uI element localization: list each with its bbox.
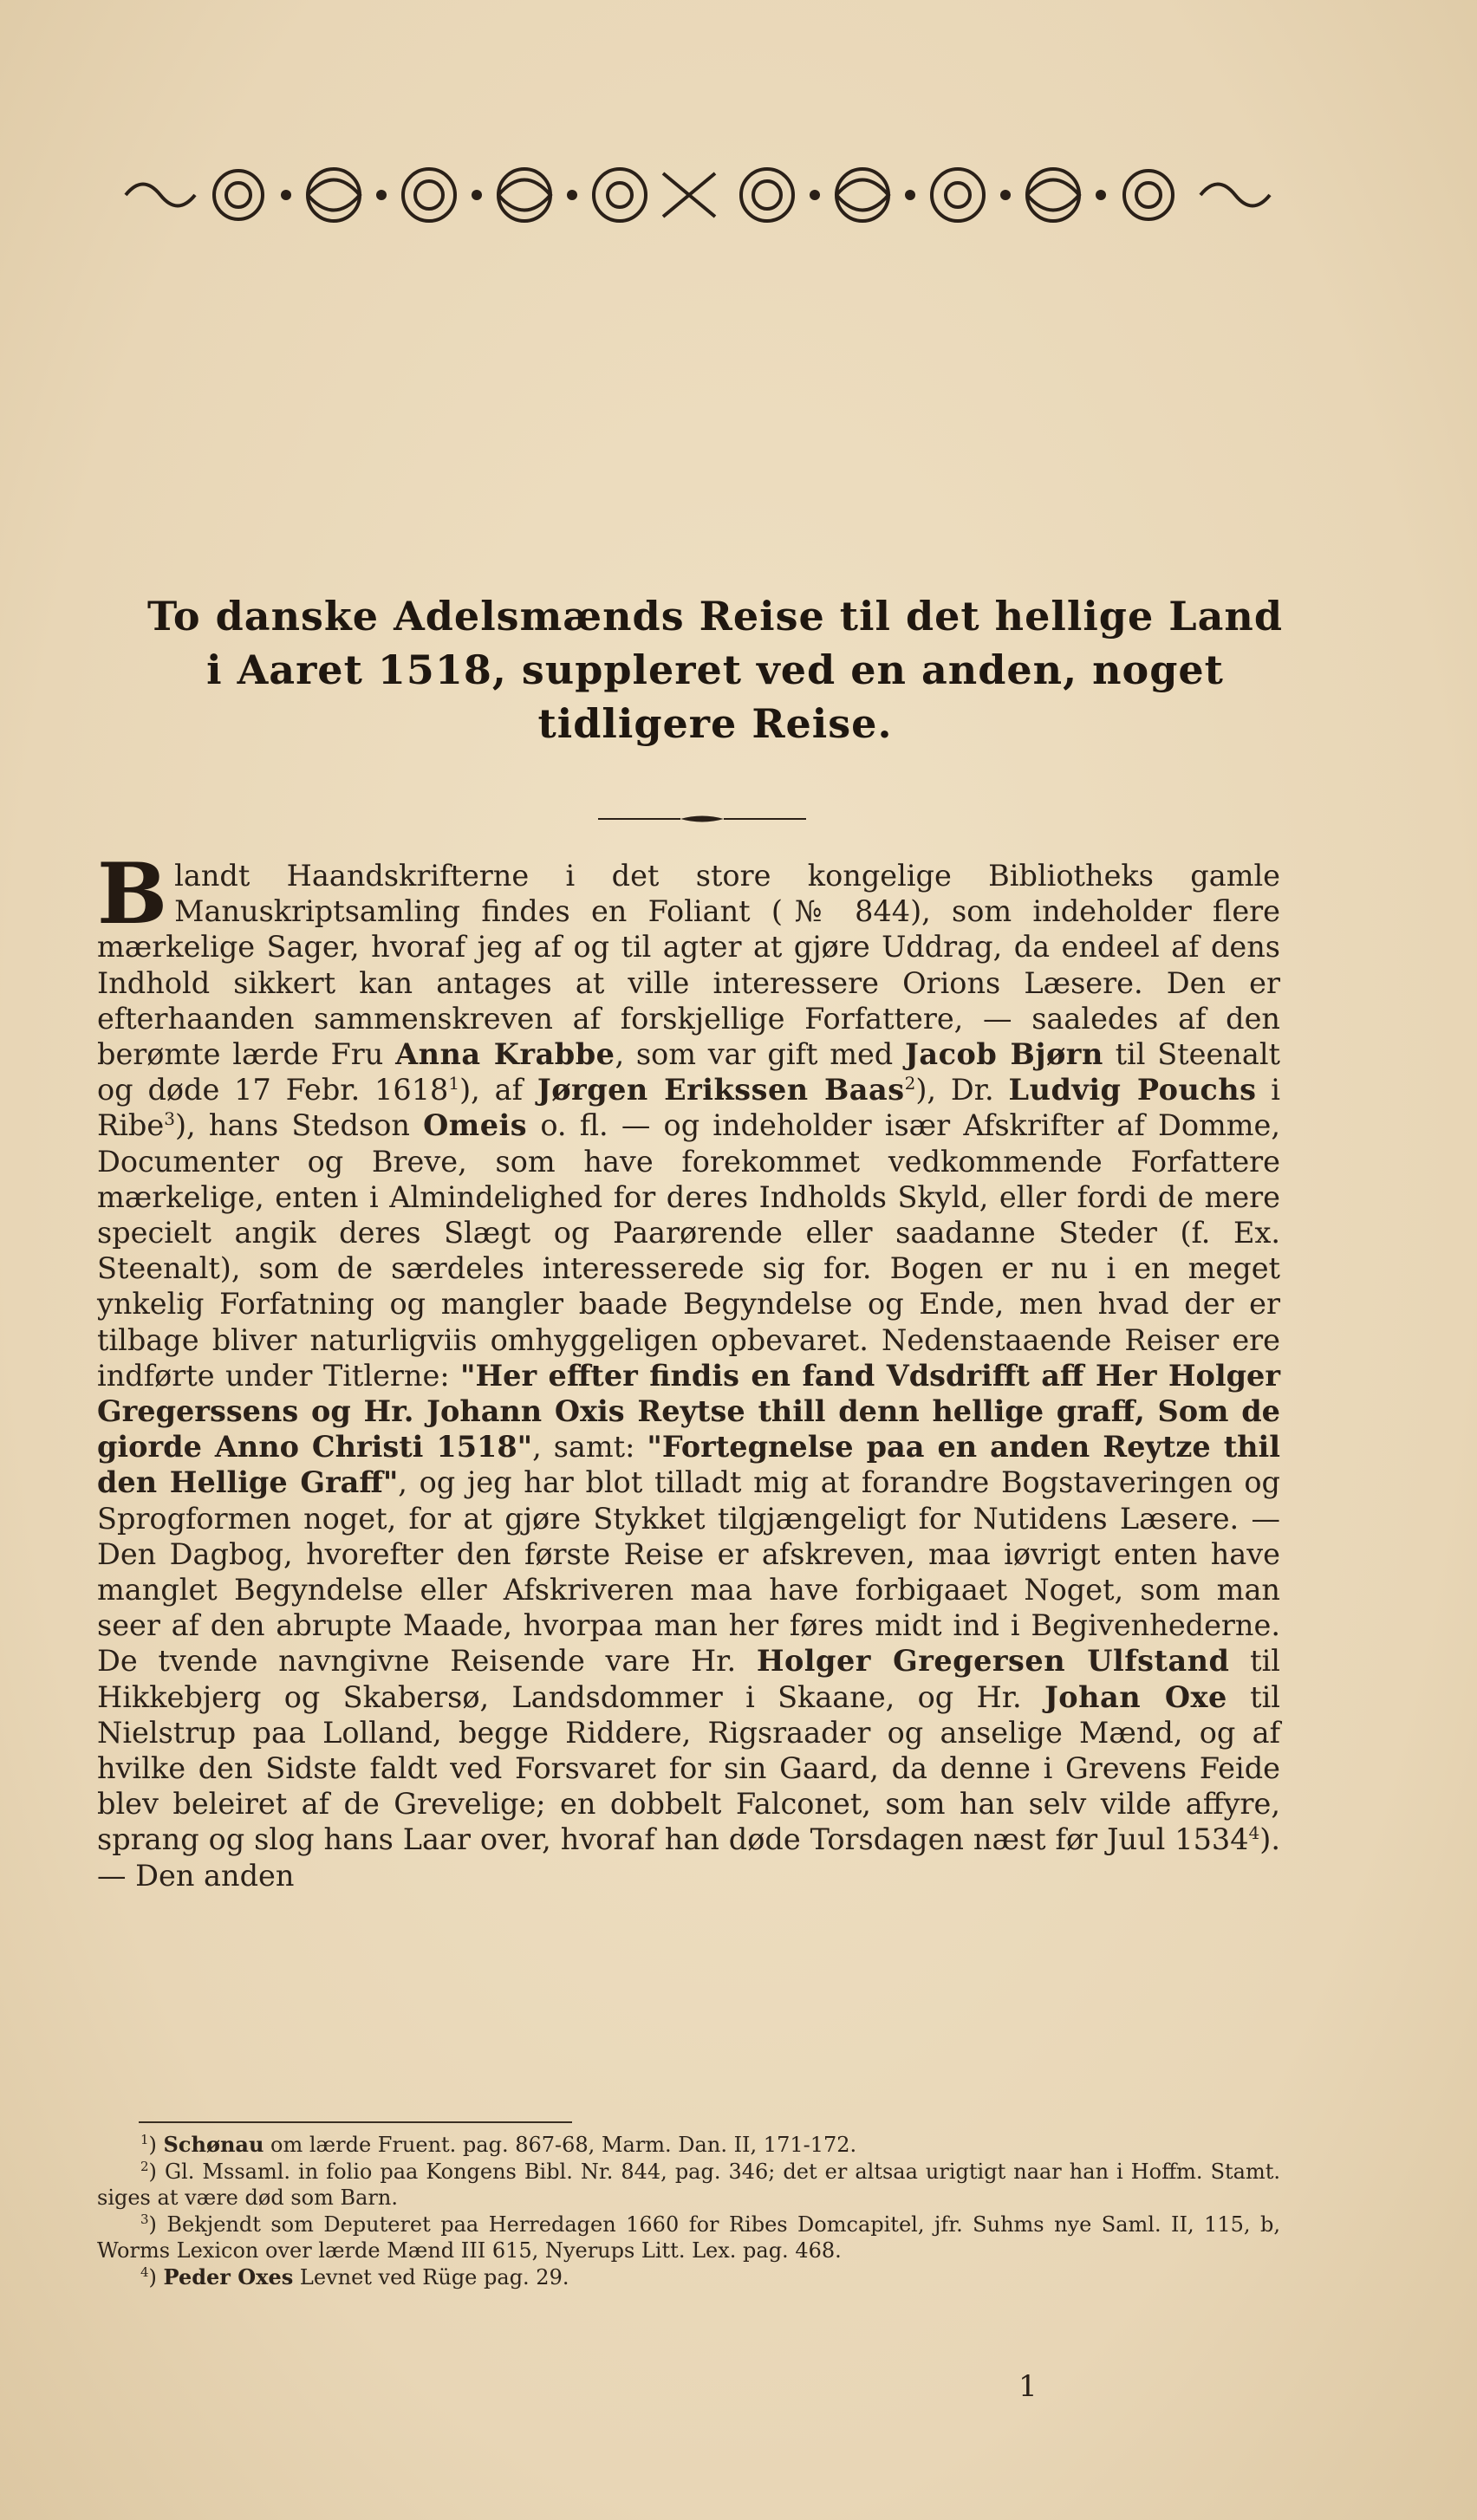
quoted-title: "Her effter findis en fand Vdsdrifft aff Her Holger Gregerssens og Hr. Johann Oxis Reytse thill denn hellige graff, Som de giorde Anno Christi 1518" <box>97 1358 1280 1465</box>
page-number: 1 <box>1018 2369 1038 2404</box>
footnote-rule <box>139 2121 572 2123</box>
footnote-ref: 4 <box>1248 1822 1260 1844</box>
footnotes <box>97 2132 1280 2290</box>
quoted-title: "Fortegnelse paa en anden Reytze thil den Hellige Graff" <box>97 1430 1280 1500</box>
footnote: $^1$) Schønau om lærde Fruent. pag. 867-68, Marm. Dan. II, 171-172. <box>140 2132 857 2157</box>
footnote-ref: 2 <box>904 1073 916 1094</box>
person-name: Jacob Bjørn <box>905 1037 1103 1072</box>
person-name: Holger Gregersen Ulfstand <box>756 1644 1230 1679</box>
person-name: Jørgen Erikssen Baas <box>537 1073 905 1107</box>
person-name: Omeis <box>423 1108 528 1143</box>
footnote-ref: 3 <box>164 1108 175 1130</box>
footnote: $^3$) Bekjendt som Deputeret paa Herredagen 1660 for Ribes Domcapitel, jfr. Suhms nye Saml. II, 115, b, Worms Lexicon over lærde Mænd III 615, Nyerups Litt. Lex. pag. 468. <box>97 2211 1280 2263</box>
person-name: Ludvig Pouchs <box>1008 1073 1257 1107</box>
title-line-3: tidligere Reise. <box>537 700 893 747</box>
title-divider <box>598 815 806 823</box>
decorative-header-band <box>108 156 1300 234</box>
person-name: Anna Krabbe <box>395 1037 615 1072</box>
person-name: Johan Oxe <box>1044 1679 1227 1714</box>
title-line-1: To danske Adelsmænds Reise til det hellige Land <box>146 593 1284 640</box>
body-text: Blandt Haandskrifterne i det store kongelige Bibliotheks gamle Manuskriptsamling findes en Foliant (№ 844), som indeholder flere mærkelige Sager, hvoraf jeg af og til agter at gjøre Uddrag, da endeel af dens Indhold sikkert kan antages at ville interessere Orions Læsere. Den er efterhaanden sammenskreven af forskjellige Forfattere, — saaledes af den berømte lærde Fru Anna Krabbe, som var gift med Jacob Bjørn til Steenalt og døde 17 Febr. 1618$^1$), af Jørgen Erikssen Baas$^2$), Dr. Ludvig Pouchs i Ribe$^3$), hans Stedson Omeis o. fl. — og indeholder især Afskrifter af Domme, Documenter og Breve, som have forekommet vedkommende Forfattere mærkelige, enten i Almindelighed for deres Indholds Skyld, eller fordi de mere specielt angik deres Slægt og Paarørende eller saadanne Steder (f. Ex. Steenalt), som de særdeles interesserede sig for. Bogen er nu i en meget ynkelig Forfatning og mangler baade Begyndelse og Ende, men hvad der er tilbage bliver naturligviis omhyggeligen opbevaret. Nedenstaaende Reiser ere indførte under Titlerne: "Her effter findis en fand Vdsdrifft aff Her Holger Gregerssens og Hr. Johann Oxis Reytse thill denn hellige graff, Som de giorde Anno Christi 1518", samt: "Fortegnelse paa en anden Reytze thil den Hellige Graff", og jeg har blot tilladt mig at forandre Bogstaveringen og Sprogformen noget, for at gjøre Stykket tilgjængeligt for Nutidens Læsere. — Den Dagbog, hvorefter den første Reise er afskreven, maa iøvrigt enten have manglet Begyndelse eller Afskriveren maa have forbigaaet Noget, som man seer af den abrupte Maade, hvorpaa man her føres midt ind i Begivenhederne. De tvende navngivne Reisende vare Hr. Holger Gregersen Ulfstand til Hikkebjerg og Skabersø, Landsdommer i Skaane, og Hr. Johan Oxe til Nielstrup paa Lolland, begge Riddere, Rigsraader og anselige Mænd, og af hvilke den Sidste faldt ved Forsvaret for sin Gaard, da denne i Grevens Feide blev beleiret af de Grevelige; en dobbelt Falconet, som han selv vilde affyre, sprang og slog hans Laar over, hvoraf han døde Torsdagen næst før Juul 1534$^4$). — Den anden <box>97 845 1281 1893</box>
title-line-2: i Aaret 1518, suppleret ved en anden, noget <box>206 646 1224 693</box>
footnote-ref: 1 <box>448 1073 460 1094</box>
footnote: $^4$) Peder Oxes Levnet ved Rüge pag. 29. <box>140 2263 569 2289</box>
chapter-title <box>130 589 1300 750</box>
footnote: $^2$) Gl. Mssaml. in folio paa Kongens Bibl. Nr. 844, pag. 346; det er altsaa urigtigt naar han i Hoffm. Stamt. siges at være død som Barn. <box>97 2158 1281 2210</box>
drop-cap: B <box>97 845 168 943</box>
